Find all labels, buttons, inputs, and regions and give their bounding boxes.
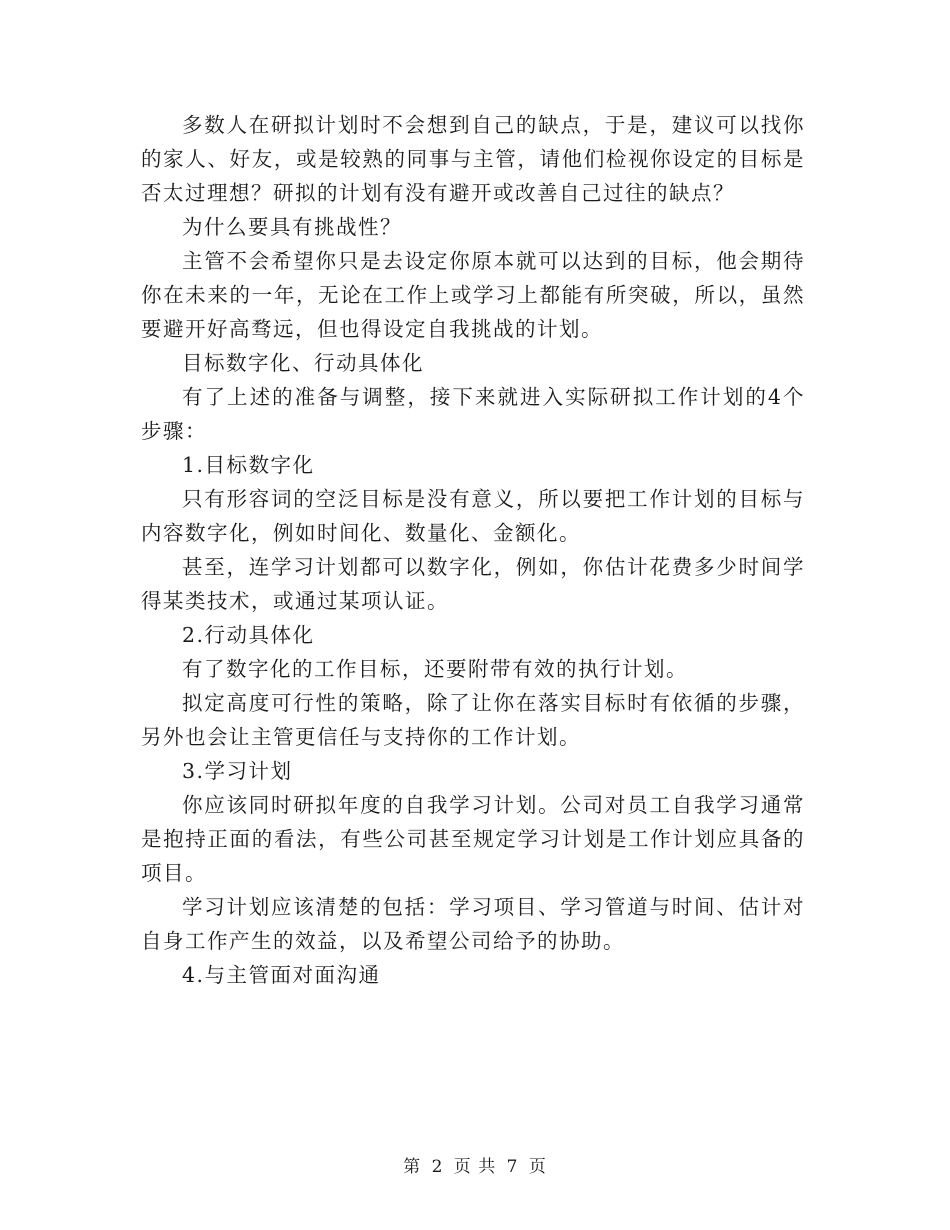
paragraph-14: 学习计划应该清楚的包括：学习项目、学习管道与时间、估计对自身工作产生的效益，以及希望公司给予的协助。 (141, 895, 805, 953)
paragraph-8: 甚至，连学习计划都可以数字化，例如，你估计花费多少时间学得某类技术，或通过某项认证。 (141, 555, 805, 613)
step-2-heading: 2.行动具体化 (182, 623, 315, 647)
document-body (141, 108, 805, 992)
paragraph-3: 主管不会希望你只是去设定你原本就可以达到的目标，他会期待你在未来的一年，无论在工作上或学习上都能有所突破，所以，虽然要避开好高骛远，但也得设定自我挑战的计划。 (141, 249, 805, 341)
page-footer (0, 1152, 950, 1177)
paragraph-13: 你应该同时研拟年度的自我学习计划。公司对员工自我学习通常是抱持正面的看法，有些公司甚至规定学习计划是工作计划应具备的项目。 (141, 793, 805, 885)
paragraph-7: 只有形容词的空泛目标是没有意义，所以要把工作计划的目标与内容数字化，例如时间化、数量化、金额化。 (141, 487, 805, 545)
step-1-heading: 1.目标数字化 (182, 453, 315, 477)
step-4-heading: 4.与主管面对面沟通 (182, 963, 381, 987)
footer-prefix: 第 (403, 1157, 422, 1177)
paragraph-1: 多数人在研拟计划时不会想到自己的缺点，于是，建议可以找你的家人、好友，或是较熟的同事与主管，请他们检视你设定的目标是否太过理想？研拟的计划有没有避开或改善自己过往的缺点？ (141, 113, 805, 205)
footer-current-page: 2 (431, 1157, 444, 1177)
paragraph-5: 有了上述的准备与调整，接下来就进入实际研拟工作计划的4个步骤： (141, 385, 805, 443)
footer-total-pages: 7 (506, 1157, 519, 1177)
footer-middle: 页 共 (453, 1157, 497, 1177)
step-3-heading: 3.学习计划 (182, 759, 293, 783)
paragraph-2-heading: 为什么要具有挑战性？ (182, 215, 402, 239)
footer-suffix: 页 (528, 1157, 547, 1177)
paragraph-4-heading: 目标数字化、行动具体化 (182, 351, 424, 375)
paragraph-10: 有了数字化的工作目标，还要附带有效的执行计划。 (182, 657, 688, 681)
paragraph-11: 拟定高度可行性的策略，除了让你在落实目标时有依循的步骤，另外也会让主管更信任与支持你的工作计划。 (141, 691, 805, 749)
